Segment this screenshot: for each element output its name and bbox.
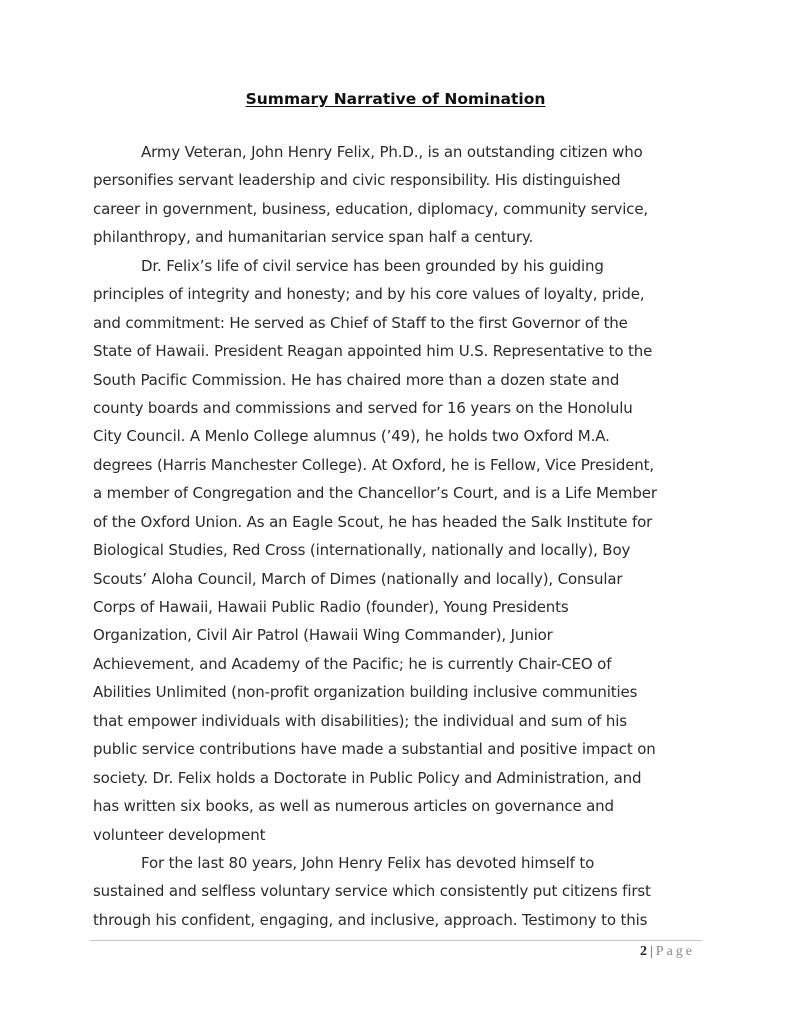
text-line: degrees (Harris Manchester College). At Oxford, he is Fellow, Vice President, [93, 455, 655, 474]
text-line: a member of Congregation and the Chancellor’s Court, and is a Life Member [93, 484, 657, 503]
text-line: has written six books, as well as numerous articles on governance and [93, 797, 614, 816]
text-line: of the Oxford Union. As an Eagle Scout, he has headed the Salk Institute for [93, 512, 653, 531]
text-line: volunteer development [93, 825, 266, 844]
text-line: county boards and commissions and served for 16 years on the Honolulu [93, 398, 633, 417]
document-title: Summary Narrative of Nomination [245, 90, 546, 108]
text-line: City Council. A Menlo College alumnus (’49), he holds two Oxford M.A. [93, 427, 610, 446]
page-label: Page [655, 944, 695, 959]
paragraph [93, 849, 708, 934]
text-line: through his confident, engaging, and inclusive, approach. Testimony to this [93, 910, 648, 929]
text-line: State of Hawaii. President Reagan appointed him U.S. Representative to the [93, 342, 653, 361]
page-footer [640, 944, 695, 960]
text-line: Organization, Civil Air Patrol (Hawaii Wing Commander), Junior [93, 626, 553, 645]
text-line: Abilities Unlimited (non-profit organization building inclusive communities [93, 683, 638, 702]
text-line: Scouts’ Aloha Council, March of Dimes (nationally and locally), Consular [93, 569, 623, 588]
text-line: that empower individuals with disabilities); the individual and sum of his [93, 711, 627, 730]
text-line: public service contributions have made a substantial and positive impact on [93, 740, 656, 759]
page-number: 2 [639, 944, 647, 959]
text-line: career in government, business, education, diplomacy, community service, [93, 199, 649, 218]
text-line: Dr. Felix’s life of civil service has been grounded by his guiding [141, 256, 604, 275]
text-line: philanthropy, and humanitarian service span half a century. [93, 228, 534, 247]
text-line: Corps of Hawaii, Hawaii Public Radio (founder), Young Presidents [93, 598, 569, 616]
text-line: For the last 80 years, John Henry Felix has devoted himself to [141, 853, 595, 872]
footer-divider [90, 940, 702, 941]
text-line: and commitment: He served as Chief of Staff to the first Governor of the [93, 313, 628, 332]
text-line: Biological Studies, Red Cross (internationally, nationally and locally), Boy [93, 541, 631, 560]
text-line: South Pacific Commission. He has chaired more than a dozen state and [93, 370, 620, 389]
text-line: society. Dr. Felix holds a Doctorate in Public Policy and Administration, and [93, 768, 642, 787]
footer-separator: | [649, 944, 653, 959]
text-line: principles of integrity and honesty; and by his core values of loyalty, pride, [93, 285, 645, 304]
text-line: Army Veteran, John Henry Felix, Ph.D., is an outstanding citizen who [141, 143, 643, 161]
text-line: sustained and selfless voluntary service which consistently put citizens first [93, 882, 651, 901]
text-line: Achievement, and Academy of the Pacific; he is currently Chair-CEO of [93, 654, 612, 673]
text-line: personifies servant leadership and civic responsibility. His distinguished [93, 171, 621, 190]
paragraph [93, 138, 708, 252]
paragraph [93, 252, 708, 849]
document-body [93, 138, 708, 934]
